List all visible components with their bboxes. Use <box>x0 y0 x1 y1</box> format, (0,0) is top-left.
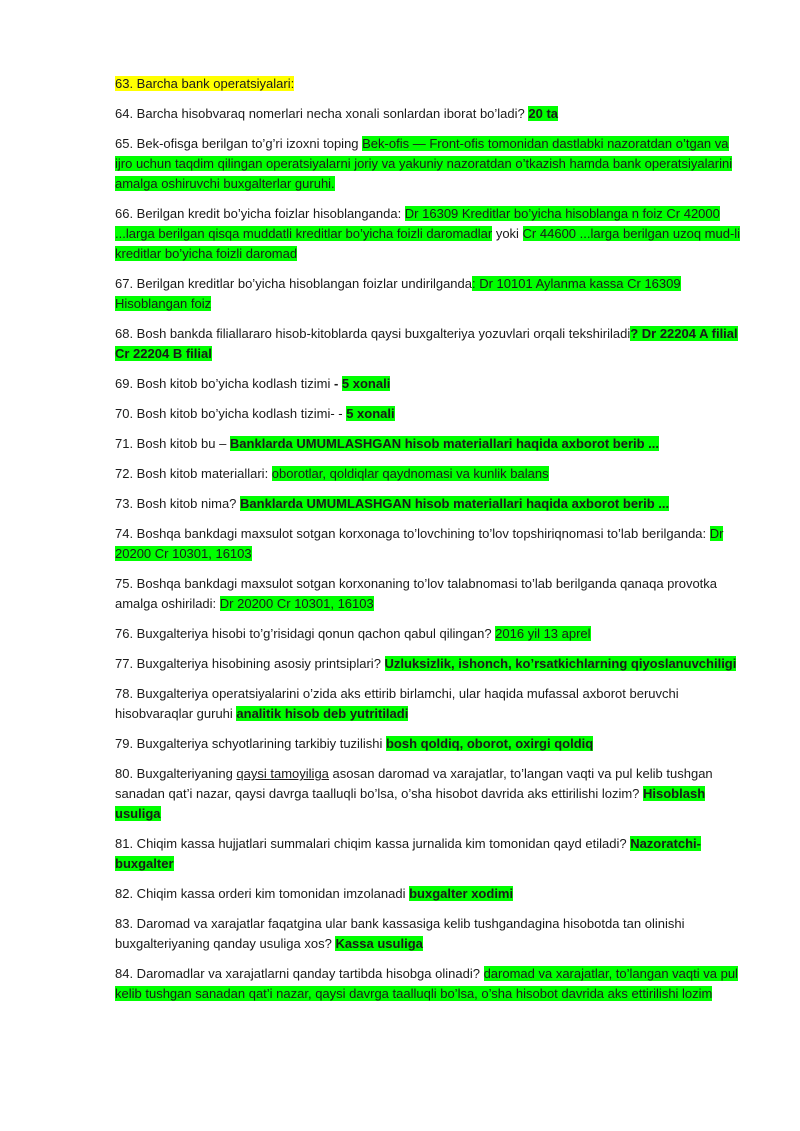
question-text: 66. Berilgan kredit bo’yicha foizlar hisoblanganda: <box>115 206 405 221</box>
question-item <box>115 134 742 194</box>
question-item <box>115 914 742 954</box>
question-item <box>115 494 742 514</box>
question-text: 68. Bosh bankda filiallararo hisob-kitoblarda qaysi buxgalteriya yozuvlari orqali tekshiriladi <box>115 326 631 341</box>
question-item <box>115 434 742 454</box>
question-item <box>115 464 742 484</box>
highlighted-answer-text: Dr 20200 Cr 10301, 16103 <box>115 526 724 561</box>
question-item <box>115 404 742 424</box>
question-list <box>115 74 742 1004</box>
highlighted-answer-text: Nazoratchi-buxgalter <box>115 836 701 871</box>
highlighted-answer-text: oborotlar, qoldiqlar qaydnomasi va kunlik balans <box>271 466 549 481</box>
question-text: 69. Bosh kitob bo’yicha kodlash tizimi <box>115 376 334 391</box>
question-text: 72. Bosh kitob materiallari: <box>115 466 272 481</box>
question-text: qaysi tamoyiliga <box>236 766 329 781</box>
question-text: 79. Buxgalteriya schyotlarining tarkibiy tuzilishi <box>115 736 386 751</box>
question-text: 67. Berilgan kreditlar bo’yicha hisoblangan foizlar undirilganda <box>115 276 472 291</box>
highlighted-answer-text: 63. Barcha bank operatsiyalari: <box>115 76 295 91</box>
question-text: 65. Bek-ofisga berilgan to’g’ri izoxni toping <box>115 136 363 151</box>
question-item <box>115 964 742 1004</box>
highlighted-answer-text: 2016 yil 13 aprel <box>495 626 591 641</box>
highlighted-answer-text: Banklarda UMUMLASHGAN hisob materiallari haqida axborot berib ... <box>240 496 670 511</box>
highlighted-answer-text: buxgalter xodimi <box>409 886 514 901</box>
question-item <box>115 764 742 824</box>
highlighted-answer-text: bosh qoldiq, oborot, oxirgi qoldiq <box>385 736 594 751</box>
question-text: 70. Bosh kitob bo’yicha kodlash tizimi- - <box>115 406 347 421</box>
highlighted-answer-text: : Dr 10101 Aylanma kassa Cr 16309 Hisoblangan foiz <box>115 276 681 311</box>
highlighted-answer-text: 5 xonali <box>346 406 395 421</box>
question-item <box>115 74 742 94</box>
highlighted-answer-text: ? Dr 22204 A filial Cr 22204 B filial <box>115 326 738 361</box>
highlighted-answer-text: 5 xonali <box>341 376 391 391</box>
question-text: 74. Boshqa bankdagi maxsulot sotgan korxonaga to’lovchining to’lov topshiriqnomasi to’lab berilganda: <box>115 526 710 541</box>
question-text: 82. Chiqim kassa orderi kim tomonidan imzolanadi <box>115 886 410 901</box>
question-item <box>115 624 742 644</box>
highlighted-answer-text: Dr 16309 Kreditlar bo’yicha hisoblanga n foiz Cr 42000 ...larga berilgan qisqa muddatli kreditlar bo’yicha foizli daromadlar <box>115 206 720 241</box>
question-item <box>115 734 742 754</box>
question-item <box>115 324 742 364</box>
question-item <box>115 654 742 674</box>
question-text: 78. Buxgalteriya operatsiyalarini o’zida aks ettirib birlamchi, ular haqida mufassal axborot beruvchi hisobvaraqlar guruhi <box>115 686 679 721</box>
question-text: 73. Bosh kitob nima? <box>115 496 241 511</box>
question-item <box>115 834 742 874</box>
question-text: yoki <box>492 226 523 241</box>
highlighted-answer-text: Dr 20200 Cr 10301, 16103 <box>219 596 374 611</box>
highlighted-answer-text: Kassa usuliga <box>335 936 423 951</box>
question-text: 80. Buxgalteriyaning <box>115 766 237 781</box>
question-text: asosan daromad va xarajatlar, to’langan vaqti va pul kelib tushgan sanadan qat’i nazar, qaysi davrga taalluqli bo’lsa, o’sha hisobot davrida aks ettirilishi lozim? <box>115 766 713 801</box>
question-text: 75. Boshqa bankdagi maxsulot sotgan korxonaning to’lov talabnomasi to’lab berilganda qanaqa provotka amalga oshiriladi: <box>115 576 718 611</box>
highlighted-answer-text: analitik hisob deb yutritiladi <box>236 706 409 721</box>
question-text: 81. Chiqim kassa hujjatlari summalari chiqim kassa jurnalida kim tomonidan qayd etiladi? <box>115 836 631 851</box>
question-item <box>115 684 742 724</box>
question-text: 77. Buxgalteriya hisobining asosiy printsiplari? <box>115 656 385 671</box>
highlighted-answer-text: daromad va xarajatlar, to’langan vaqti va pul kelib tushgan sanadan qat’i nazar, qaysi davrga taalluqli bo’lsa, o’sha hisobot davrida aks ettirilishi lozim <box>115 966 738 1001</box>
question-text: 64. Barcha hisobvaraq nomerlari necha xonali sonlardan iborat bo’ladi? <box>115 106 529 121</box>
question-text: - <box>333 376 342 391</box>
question-item <box>115 574 742 614</box>
question-item <box>115 884 742 904</box>
question-item <box>115 104 742 124</box>
highlighted-answer-text: 20 ta <box>528 106 559 121</box>
highlighted-answer-text: Hisoblash usuliga <box>115 786 706 821</box>
question-text: 71. Bosh kitob bu – <box>115 436 230 451</box>
highlighted-answer-text: Bek-ofis — Front-ofis tomonidan dastlabki nazoratdan o’tgan va ijro uchun taqdim qilingan operatsiyalarni joriy va yakuniy nazoratdan o’tkazish hamda bank operatsiyalarini amalga oshiruvchi buxgalterlar guruhi. <box>115 136 733 191</box>
question-item <box>115 374 742 394</box>
highlighted-answer-text: Uzluksizlik, ishonch, ko’rsatkichlarning qiyoslanuvchiligi <box>384 656 737 671</box>
highlighted-answer-text: Banklarda UMUMLASHGAN hisob materiallari haqida axborot berib ... <box>229 436 659 451</box>
question-item <box>115 274 742 314</box>
question-item <box>115 524 742 564</box>
question-text: 83. Daromad va xarajatlar faqatgina ular bank kassasiga kelib tushgandagina hisobotda tan olinishi buxgalteriyaning qanday usuliga xos? <box>115 916 685 951</box>
question-text: 76. Buxgalteriya hisobi to’g’risidagi qonun qachon qabul qilingan? <box>115 626 496 641</box>
highlighted-answer-text: Cr 44600 ...larga berilgan uzoq mud-li kreditlar bo’yicha foizli daromad <box>115 226 741 261</box>
question-text: 84. Daromadlar va xarajatlarni qanday tartibda hisobga olinadi? <box>115 966 484 981</box>
question-item <box>115 204 742 264</box>
